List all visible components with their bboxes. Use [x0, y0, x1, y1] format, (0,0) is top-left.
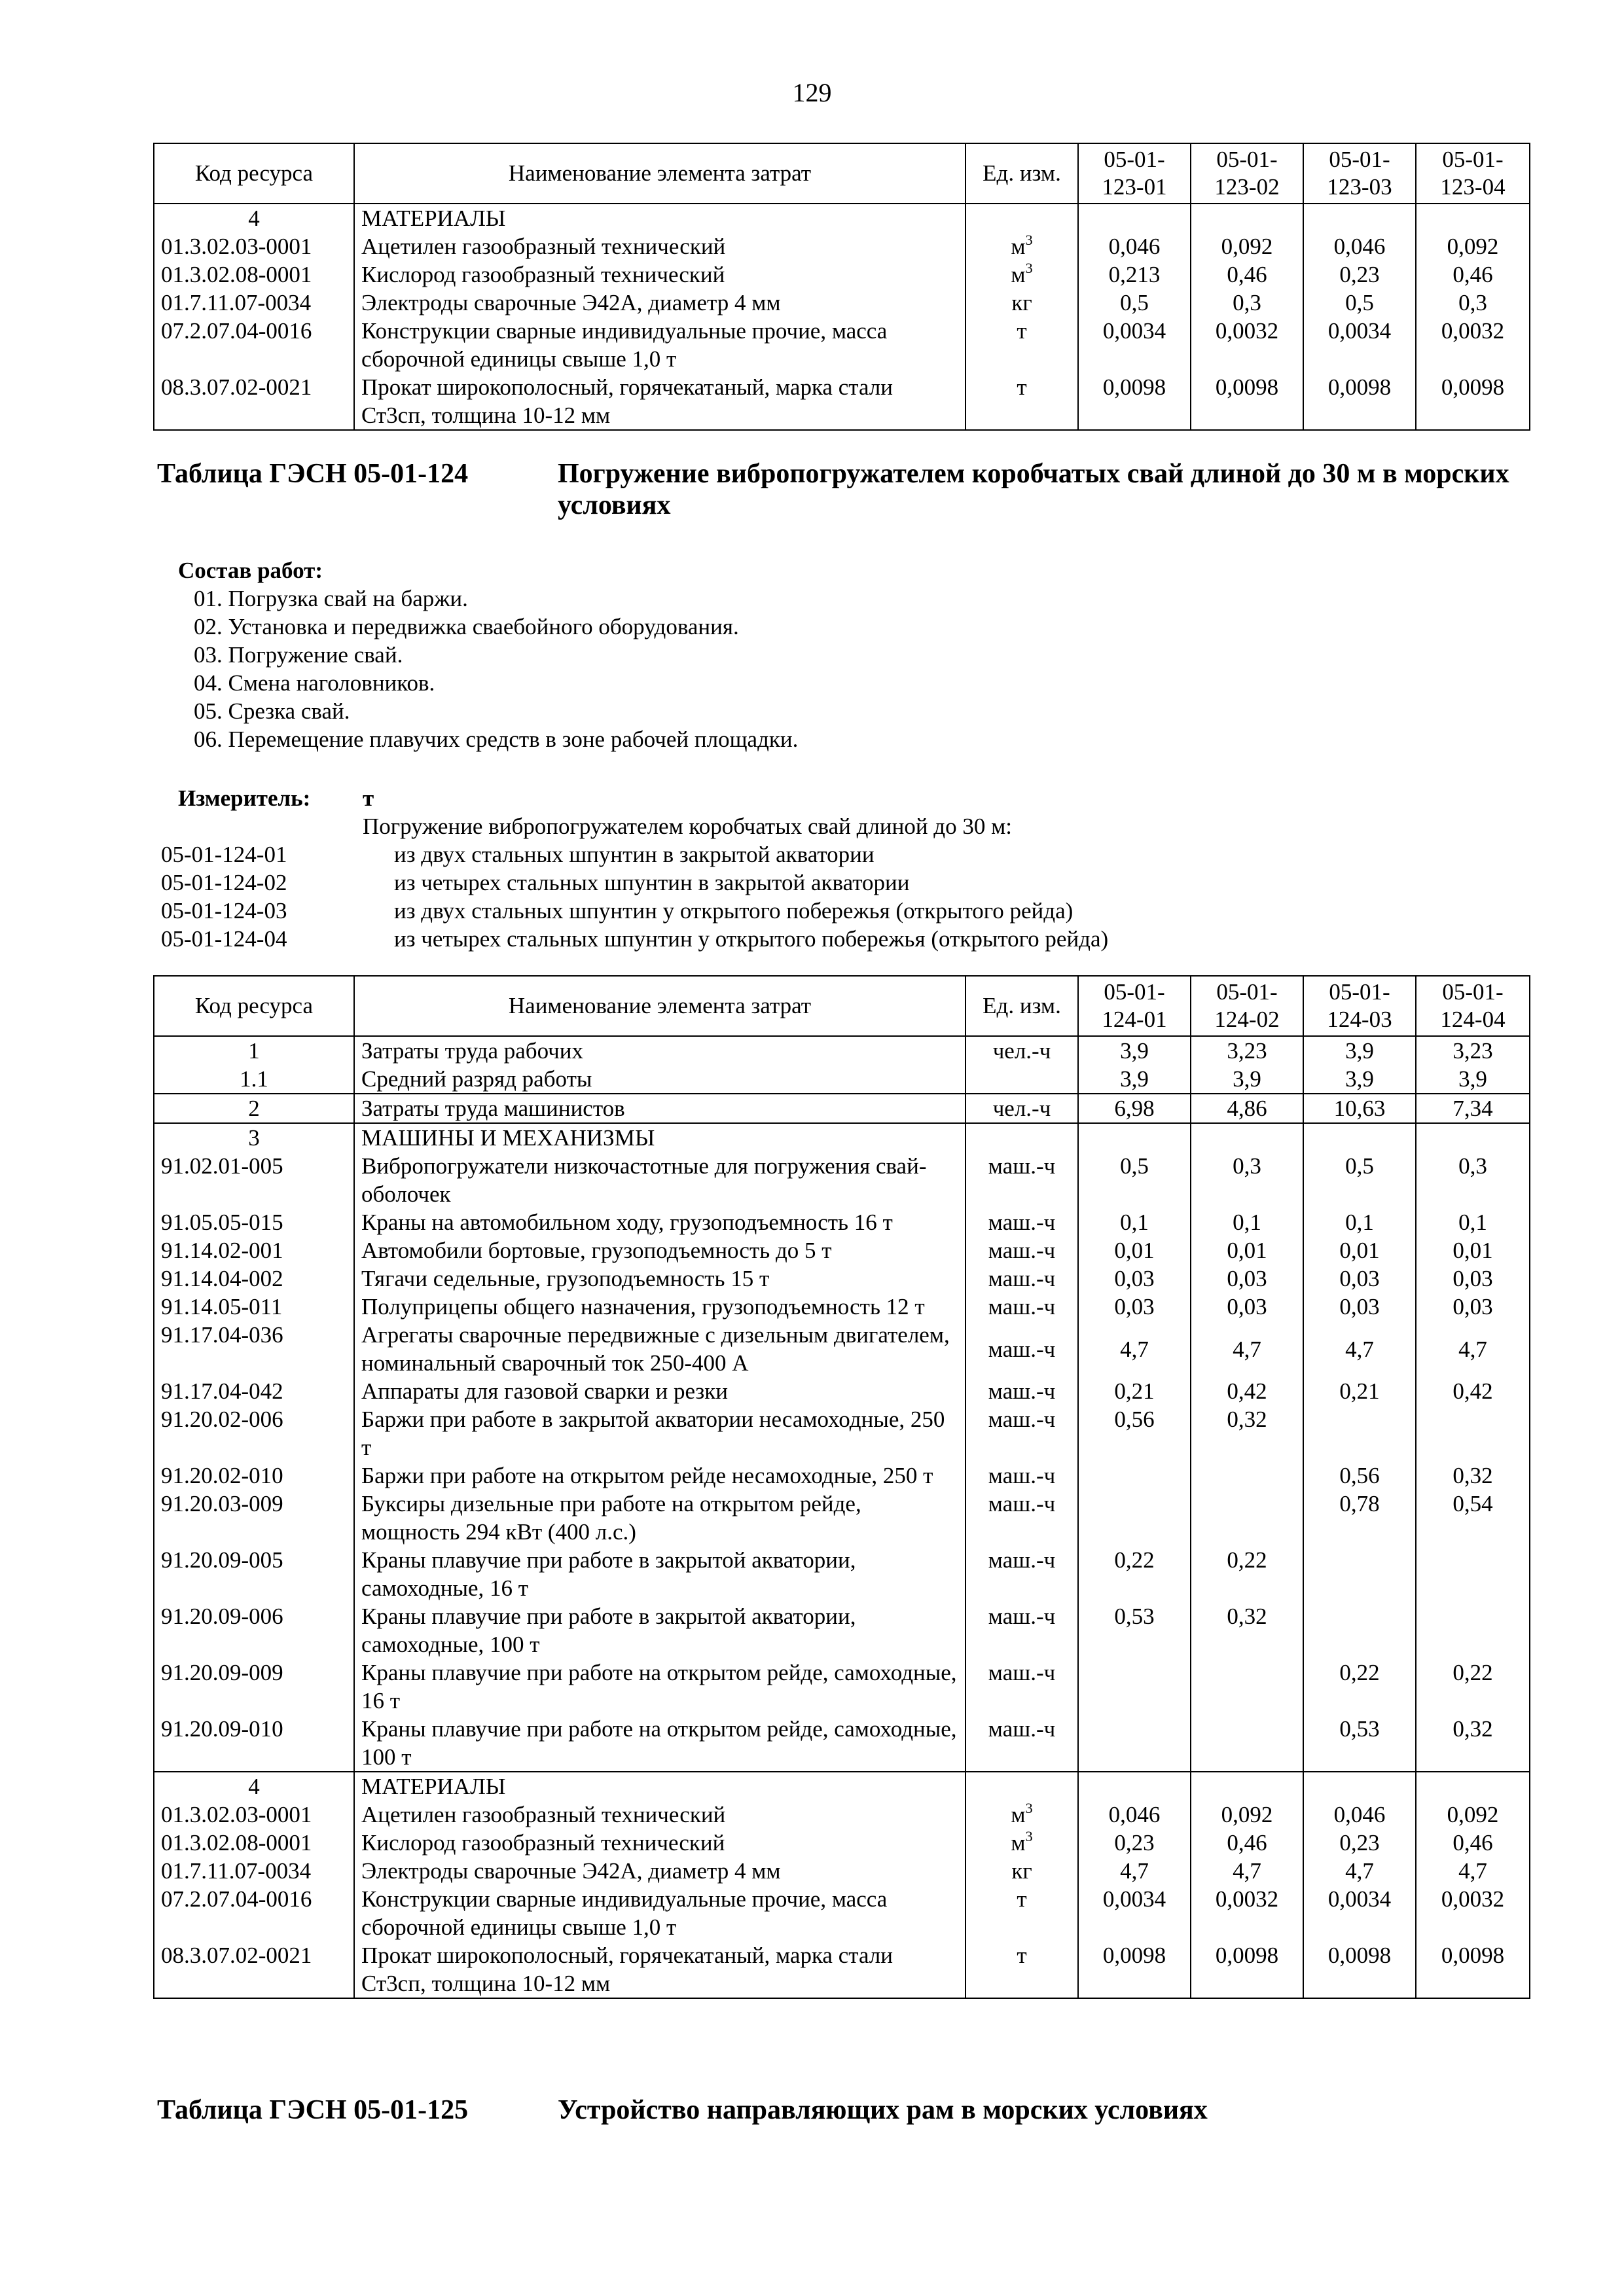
unit: т	[965, 1885, 1078, 1941]
table-row	[154, 1065, 1530, 1094]
resource-code: 91.20.02-006	[154, 1405, 354, 1462]
resource-name: Краны на автомобильном ходу, грузоподъемность 16 т	[354, 1208, 965, 1236]
value-cell: 0,01	[1416, 1236, 1530, 1265]
resource-name: Затраты труда машинистов	[354, 1094, 965, 1123]
resource-table-123	[153, 143, 1530, 431]
table-row	[154, 1036, 1530, 1065]
resource-name: Конструкции сварные индивидуальные прочие, масса сборочной единицы свыше 1,0 т	[354, 317, 965, 373]
value-cell: 3,23	[1191, 1036, 1303, 1065]
unit: кг	[965, 289, 1078, 317]
value-cell: 0,01	[1078, 1236, 1191, 1265]
resource-code: 08.3.07.02-0021	[154, 1941, 354, 1998]
unit: маш.-ч	[965, 1208, 1078, 1236]
resource-code: 01.7.11.07-0034	[154, 1857, 354, 1885]
table-row	[154, 1321, 1530, 1377]
resource-table-124	[153, 975, 1530, 1999]
unit	[965, 1772, 1078, 1801]
resource-name: Автомобили бортовые, грузоподъемность до 5 т	[354, 1236, 965, 1265]
variant-item	[161, 869, 1470, 897]
value-cell: 0,5	[1078, 1152, 1191, 1208]
unit: маш.-ч	[965, 1152, 1078, 1208]
value-cell: 4,7	[1303, 1321, 1416, 1377]
table-row	[154, 1265, 1530, 1293]
value-cell	[1416, 1772, 1530, 1801]
resource-name: Буксиры дизельные при работе на открытом рейде, мощность 294 кВт (400 л.с.)	[354, 1490, 965, 1546]
value-cell: 0,0034	[1303, 317, 1416, 373]
unit: т	[965, 373, 1078, 430]
table-row	[154, 1829, 1530, 1857]
unit: т	[965, 1941, 1078, 1998]
unit: маш.-ч	[965, 1715, 1078, 1772]
value-cell: 0,1	[1416, 1208, 1530, 1236]
value-cell: 0,53	[1078, 1602, 1191, 1659]
value-cell: 0,092	[1191, 232, 1303, 260]
resource-name: Ацетилен газообразный технический	[354, 232, 965, 260]
value-cell: 0,0098	[1416, 1941, 1530, 1998]
value-cell	[1078, 1772, 1191, 1801]
value-cell: 3,9	[1303, 1065, 1416, 1094]
resource-code: 91.20.09-009	[154, 1659, 354, 1715]
table-row	[154, 1094, 1530, 1123]
value-cell: 0,046	[1303, 1801, 1416, 1829]
resource-code: 01.3.02.08-0001	[154, 1829, 354, 1857]
resource-code: 01.7.11.07-0034	[154, 289, 354, 317]
unit: $м^3$	[965, 1801, 1078, 1829]
table-row	[154, 1405, 1530, 1462]
value-cell: 4,7	[1416, 1857, 1530, 1885]
table-row	[154, 1293, 1530, 1321]
value-cell	[1078, 1659, 1191, 1715]
value-cell: 0,0098	[1191, 373, 1303, 430]
work-item: 05. Срезка свай.	[194, 698, 350, 724]
value-cell: 0,23	[1078, 1829, 1191, 1857]
unit: $м^3$	[965, 260, 1078, 289]
value-cell	[1191, 1715, 1303, 1772]
value-cell: 0,3	[1416, 289, 1530, 317]
value-cell: 0,46	[1191, 1829, 1303, 1857]
resource-name: Краны плавучие при работе на открытом рейде, самоходные, 100 т	[354, 1715, 965, 1772]
table-row	[154, 260, 1530, 289]
table-row	[154, 317, 1530, 373]
col-header-variant: 05-01-124-03	[1303, 976, 1416, 1036]
table-title-125: Устройство направляющих рам в морских условиях	[558, 2095, 1208, 2125]
table-row	[154, 1546, 1530, 1602]
value-cell: 0,32	[1416, 1462, 1530, 1490]
col-header-unit: Ед. изм.	[965, 976, 1078, 1036]
value-cell: 0,54	[1416, 1490, 1530, 1546]
value-cell: 0,0034	[1303, 1885, 1416, 1941]
value-cell: 0,5	[1303, 289, 1416, 317]
table-row	[154, 1462, 1530, 1490]
value-cell: 10,63	[1303, 1094, 1416, 1123]
table-row	[154, 1941, 1530, 1998]
resource-name: Вибропогружатели низкочастотные для погружения свай-оболочек	[354, 1152, 965, 1208]
unit: маш.-ч	[965, 1462, 1078, 1490]
value-cell: 3,9	[1078, 1065, 1191, 1094]
value-cell: 0,32	[1416, 1715, 1530, 1772]
value-cell: 0,0098	[1416, 373, 1530, 430]
value-cell	[1191, 1490, 1303, 1546]
resource-code: 1	[154, 1036, 354, 1065]
resource-code: 91.17.04-036	[154, 1321, 354, 1377]
resource-code: 07.2.07.04-0016	[154, 1885, 354, 1941]
value-cell: 0,32	[1191, 1405, 1303, 1462]
value-cell	[1416, 1602, 1530, 1659]
variant-code: 05-01-124-01	[161, 842, 287, 867]
value-cell: 0,0098	[1303, 1941, 1416, 1998]
table-title-124: Погружение вибропогружателем коробчатых свай длиной до 30 м в морских условиях	[558, 459, 1509, 520]
value-cell: 0,56	[1303, 1462, 1416, 1490]
unit: маш.-ч	[965, 1321, 1078, 1377]
resource-name: Тягачи седельные, грузоподъемность 15 т	[354, 1265, 965, 1293]
table-row	[154, 1715, 1530, 1772]
value-cell: 7,34	[1416, 1094, 1530, 1123]
resource-name: Прокат широкополосный, горячекатаный, марка стали Ст3сп, толщина 10-12 мм	[354, 373, 965, 430]
value-cell	[1416, 1546, 1530, 1602]
value-cell: 0,046	[1078, 1801, 1191, 1829]
table-header-row	[154, 976, 1530, 1036]
value-cell	[1191, 1123, 1303, 1152]
unit: $м^3$	[965, 232, 1078, 260]
value-cell: 0,03	[1416, 1293, 1530, 1321]
resource-code: 91.17.04-042	[154, 1377, 354, 1405]
resource-name: Средний разряд работы	[354, 1065, 965, 1094]
resource-name: МАТЕРИАЛЫ	[354, 1772, 965, 1801]
work-item: 04. Смена наголовников.	[194, 670, 435, 696]
unit: маш.-ч	[965, 1405, 1078, 1462]
value-cell: 0,46	[1416, 1829, 1530, 1857]
unit	[965, 1065, 1078, 1094]
resource-name: Баржи при работе на открытом рейде несамоходные, 250 т	[354, 1462, 965, 1490]
variant-text: из четырех стальных шпунтин в закрытой акватории	[394, 870, 910, 895]
section-row	[154, 1123, 1530, 1152]
resource-code: 91.02.01-005	[154, 1152, 354, 1208]
resource-code: 4	[154, 204, 354, 232]
value-cell: 0,0034	[1078, 1885, 1191, 1941]
value-cell: 0,22	[1303, 1659, 1416, 1715]
value-cell: 0,1	[1303, 1208, 1416, 1236]
value-cell	[1416, 204, 1530, 232]
work-item: 06. Перемещение плавучих средств в зоне рабочей площадки.	[194, 726, 799, 752]
value-cell: 0,01	[1303, 1236, 1416, 1265]
table-row	[154, 1885, 1530, 1941]
resource-code: 91.05.05-015	[154, 1208, 354, 1236]
unit: чел.-ч	[965, 1036, 1078, 1065]
resource-name: Кислород газообразный технический	[354, 1829, 965, 1857]
value-cell: 0,23	[1303, 1829, 1416, 1857]
value-cell: 0,22	[1416, 1659, 1530, 1715]
work-composition-header: Состав работ:	[178, 558, 323, 583]
resource-name: Конструкции сварные индивидуальные прочие, масса сборочной единицы свыше 1,0 т	[354, 1885, 965, 1941]
value-cell: 0,0098	[1191, 1941, 1303, 1998]
value-cell: 0,092	[1416, 1801, 1530, 1829]
resource-name: Баржи при работе в закрытой акватории несамоходные, 250 т	[354, 1405, 965, 1462]
unit: $м^3$	[965, 1829, 1078, 1857]
table-row	[154, 1602, 1530, 1659]
value-cell: 3,9	[1191, 1065, 1303, 1094]
work-item: 02. Установка и передвижка сваебойного оборудования.	[194, 614, 739, 639]
value-cell: 0,046	[1303, 232, 1416, 260]
value-cell: 0,1	[1191, 1208, 1303, 1236]
resource-code: 91.14.04-002	[154, 1265, 354, 1293]
resource-code: 1.1	[154, 1065, 354, 1094]
value-cell: 0,03	[1303, 1293, 1416, 1321]
value-cell	[1303, 204, 1416, 232]
table-row	[154, 1659, 1530, 1715]
value-cell: 0,01	[1191, 1236, 1303, 1265]
resource-name: Затраты труда рабочих	[354, 1036, 965, 1065]
table-row	[154, 1377, 1530, 1405]
value-cell: 3,23	[1416, 1036, 1530, 1065]
col-header-variant: 05-01-123-04	[1416, 143, 1530, 204]
value-cell: 0,0032	[1191, 1885, 1303, 1941]
variant-code: 05-01-124-04	[161, 926, 287, 952]
variant-code: 05-01-124-03	[161, 898, 287, 924]
variant-item	[161, 925, 1470, 953]
value-cell: 4,7	[1416, 1321, 1530, 1377]
work-item: 03. Погружение свай.	[194, 642, 403, 668]
section-row	[154, 1772, 1530, 1801]
page-number: 129	[792, 78, 832, 107]
value-cell: 0,092	[1416, 232, 1530, 260]
value-cell: 0,0098	[1078, 1941, 1191, 1998]
unit: маш.-ч	[965, 1602, 1078, 1659]
section-row	[154, 204, 1530, 232]
value-cell	[1078, 204, 1191, 232]
value-cell: 0,1	[1078, 1208, 1191, 1236]
resource-name: Ацетилен газообразный технический	[354, 1801, 965, 1829]
resource-code: 4	[154, 1772, 354, 1801]
value-cell	[1078, 1490, 1191, 1546]
value-cell: 0,78	[1303, 1490, 1416, 1546]
table-row	[154, 1236, 1530, 1265]
resource-code: 91.20.09-005	[154, 1546, 354, 1602]
table-row	[154, 1152, 1530, 1208]
resource-name: МАШИНЫ И МЕХАНИЗМЫ	[354, 1123, 965, 1152]
value-cell: 0,3	[1416, 1152, 1530, 1208]
value-cell: 4,7	[1191, 1857, 1303, 1885]
resource-code: 91.14.02-001	[154, 1236, 354, 1265]
table-row	[154, 1801, 1530, 1829]
value-cell: 0,0032	[1416, 1885, 1530, 1941]
value-cell: 4,7	[1191, 1321, 1303, 1377]
value-cell: 0,03	[1078, 1265, 1191, 1293]
value-cell: 0,46	[1191, 260, 1303, 289]
col-header-unit: Ед. изм.	[965, 143, 1078, 204]
col-header-variant: 05-01-124-02	[1191, 976, 1303, 1036]
resource-name: Полуприцепы общего назначения, грузоподъемность 12 т	[354, 1293, 965, 1321]
meter-intro: Погружение вибропогружателем коробчатых свай длиной до 30 м:	[363, 814, 1012, 839]
value-cell: 0,092	[1191, 1801, 1303, 1829]
value-cell: 3,9	[1078, 1036, 1191, 1065]
value-cell	[1191, 204, 1303, 232]
value-cell	[1416, 1123, 1530, 1152]
resource-code: 01.3.02.03-0001	[154, 1801, 354, 1829]
value-cell	[1303, 1546, 1416, 1602]
value-cell: 0,0032	[1416, 317, 1530, 373]
value-cell	[1303, 1772, 1416, 1801]
value-cell: 0,03	[1191, 1293, 1303, 1321]
table-row	[154, 289, 1530, 317]
unit: маш.-ч	[965, 1490, 1078, 1546]
col-header-code: Код ресурса	[154, 143, 354, 204]
unit: маш.-ч	[965, 1293, 1078, 1321]
resource-name: Электроды сварочные Э42А, диаметр 4 мм	[354, 1857, 965, 1885]
value-cell: 0,046	[1078, 232, 1191, 260]
col-header-variant: 05-01-123-03	[1303, 143, 1416, 204]
resource-code: 01.3.02.08-0001	[154, 260, 354, 289]
value-cell: 0,0034	[1078, 317, 1191, 373]
meter-label: Измеритель:	[178, 785, 311, 811]
value-cell: 0,23	[1303, 260, 1416, 289]
work-item: 01. Погрузка свай на баржи.	[194, 586, 468, 611]
resource-code: 91.14.05-011	[154, 1293, 354, 1321]
value-cell: 6,98	[1078, 1094, 1191, 1123]
col-header-variant: 05-01-123-02	[1191, 143, 1303, 204]
value-cell: 0,53	[1303, 1715, 1416, 1772]
value-cell: 0,22	[1078, 1546, 1191, 1602]
table-row	[154, 373, 1530, 430]
unit: чел.-ч	[965, 1094, 1078, 1123]
unit: маш.-ч	[965, 1659, 1078, 1715]
col-header-variant: 05-01-124-01	[1078, 976, 1191, 1036]
resource-name: Кислород газообразный технический	[354, 260, 965, 289]
resource-name: Электроды сварочные Э42А, диаметр 4 мм	[354, 289, 965, 317]
col-header-variant: 05-01-123-01	[1078, 143, 1191, 204]
value-cell: 4,86	[1191, 1094, 1303, 1123]
unit: маш.-ч	[965, 1265, 1078, 1293]
value-cell	[1303, 1602, 1416, 1659]
resource-code: 91.20.03-009	[154, 1490, 354, 1546]
value-cell: 0,32	[1191, 1602, 1303, 1659]
resource-code: 91.20.09-010	[154, 1715, 354, 1772]
col-header-variant: 05-01-124-04	[1416, 976, 1530, 1036]
resource-name: Краны плавучие при работе на открытом рейде, самоходные, 16 т	[354, 1659, 965, 1715]
value-cell: 0,56	[1078, 1405, 1191, 1462]
variant-text: из двух стальных шпунтин в закрытой акватории	[394, 842, 875, 867]
table-row	[154, 232, 1530, 260]
value-cell: 0,03	[1191, 1265, 1303, 1293]
resource-name: Прокат широкополосный, горячекатаный, марка стали Ст3сп, толщина 10-12 мм	[354, 1941, 965, 1998]
resource-name: Краны плавучие при работе в закрытой акватории, самоходные, 16 т	[354, 1546, 965, 1602]
value-cell: 0,42	[1191, 1377, 1303, 1405]
value-cell	[1191, 1659, 1303, 1715]
variant-text: из двух стальных шпунтин у открытого побережья (открытого рейда)	[394, 898, 1074, 924]
table-body	[154, 1036, 1530, 1998]
resource-code: 91.20.02-010	[154, 1462, 354, 1490]
resource-code: 01.3.02.03-0001	[154, 232, 354, 260]
value-cell: 0,5	[1078, 289, 1191, 317]
value-cell: 0,3	[1191, 1152, 1303, 1208]
variant-text: из четырех стальных шпунтин у открытого побережья (открытого рейда)	[394, 926, 1109, 952]
col-header-code: Код ресурса	[154, 976, 354, 1036]
table-row	[154, 1857, 1530, 1885]
unit: маш.-ч	[965, 1236, 1078, 1265]
resource-name: Краны плавучие при работе в закрытой акватории, самоходные, 100 т	[354, 1602, 965, 1659]
value-cell: 0,0098	[1303, 373, 1416, 430]
value-cell	[1191, 1772, 1303, 1801]
value-cell	[1303, 1123, 1416, 1152]
resource-code: 3	[154, 1123, 354, 1152]
work-composition-list	[194, 584, 798, 753]
value-cell: 0,03	[1416, 1265, 1530, 1293]
unit: т	[965, 317, 1078, 373]
value-cell: 0,03	[1078, 1293, 1191, 1321]
value-cell: 0,5	[1303, 1152, 1416, 1208]
meter-unit: т	[363, 785, 374, 811]
value-cell: 0,213	[1078, 260, 1191, 289]
resource-code: 07.2.07.04-0016	[154, 317, 354, 373]
resource-code: 08.3.07.02-0021	[154, 373, 354, 430]
value-cell: 4,7	[1078, 1321, 1191, 1377]
table-header-row	[154, 143, 1530, 204]
resource-name: Аппараты для газовой сварки и резки	[354, 1377, 965, 1405]
value-cell: 0,0032	[1191, 317, 1303, 373]
value-cell	[1078, 1123, 1191, 1152]
variant-code: 05-01-124-02	[161, 870, 287, 895]
table-label-125: Таблица ГЭСН 05-01-125	[157, 2095, 469, 2125]
value-cell: 0,03	[1303, 1265, 1416, 1293]
value-cell: 0,22	[1191, 1546, 1303, 1602]
value-cell: 0,42	[1416, 1377, 1530, 1405]
resource-code: 2	[154, 1094, 354, 1123]
value-cell: 0,46	[1416, 260, 1530, 289]
unit	[965, 204, 1078, 232]
resource-name: Агрегаты сварочные передвижные с дизельным двигателем, номинальный сварочный ток 250-400 А	[354, 1321, 965, 1377]
table-label-124: Таблица ГЭСН 05-01-124	[157, 459, 469, 489]
unit	[965, 1123, 1078, 1152]
unit: маш.-ч	[965, 1546, 1078, 1602]
value-cell: 4,7	[1303, 1857, 1416, 1885]
resource-name: МАТЕРИАЛЫ	[354, 204, 965, 232]
value-cell	[1191, 1462, 1303, 1490]
table-row	[154, 1208, 1530, 1236]
variant-item	[161, 897, 1470, 925]
unit: кг	[965, 1857, 1078, 1885]
value-cell	[1078, 1462, 1191, 1490]
value-cell: 0,21	[1078, 1377, 1191, 1405]
variant-list	[161, 840, 1470, 953]
value-cell	[1416, 1405, 1530, 1462]
unit: маш.-ч	[965, 1377, 1078, 1405]
value-cell	[1303, 1405, 1416, 1462]
table-body	[154, 204, 1530, 430]
value-cell: 3,9	[1303, 1036, 1416, 1065]
value-cell: 0,3	[1191, 289, 1303, 317]
value-cell: 0,21	[1303, 1377, 1416, 1405]
col-header-name: Наименование элемента затрат	[354, 976, 965, 1036]
resource-code: 91.20.09-006	[154, 1602, 354, 1659]
value-cell: 0,0098	[1078, 373, 1191, 430]
value-cell	[1078, 1715, 1191, 1772]
value-cell: 3,9	[1416, 1065, 1530, 1094]
table-row	[154, 1490, 1530, 1546]
variant-item	[161, 840, 1470, 869]
col-header-name: Наименование элемента затрат	[354, 143, 965, 204]
value-cell: 4,7	[1078, 1857, 1191, 1885]
